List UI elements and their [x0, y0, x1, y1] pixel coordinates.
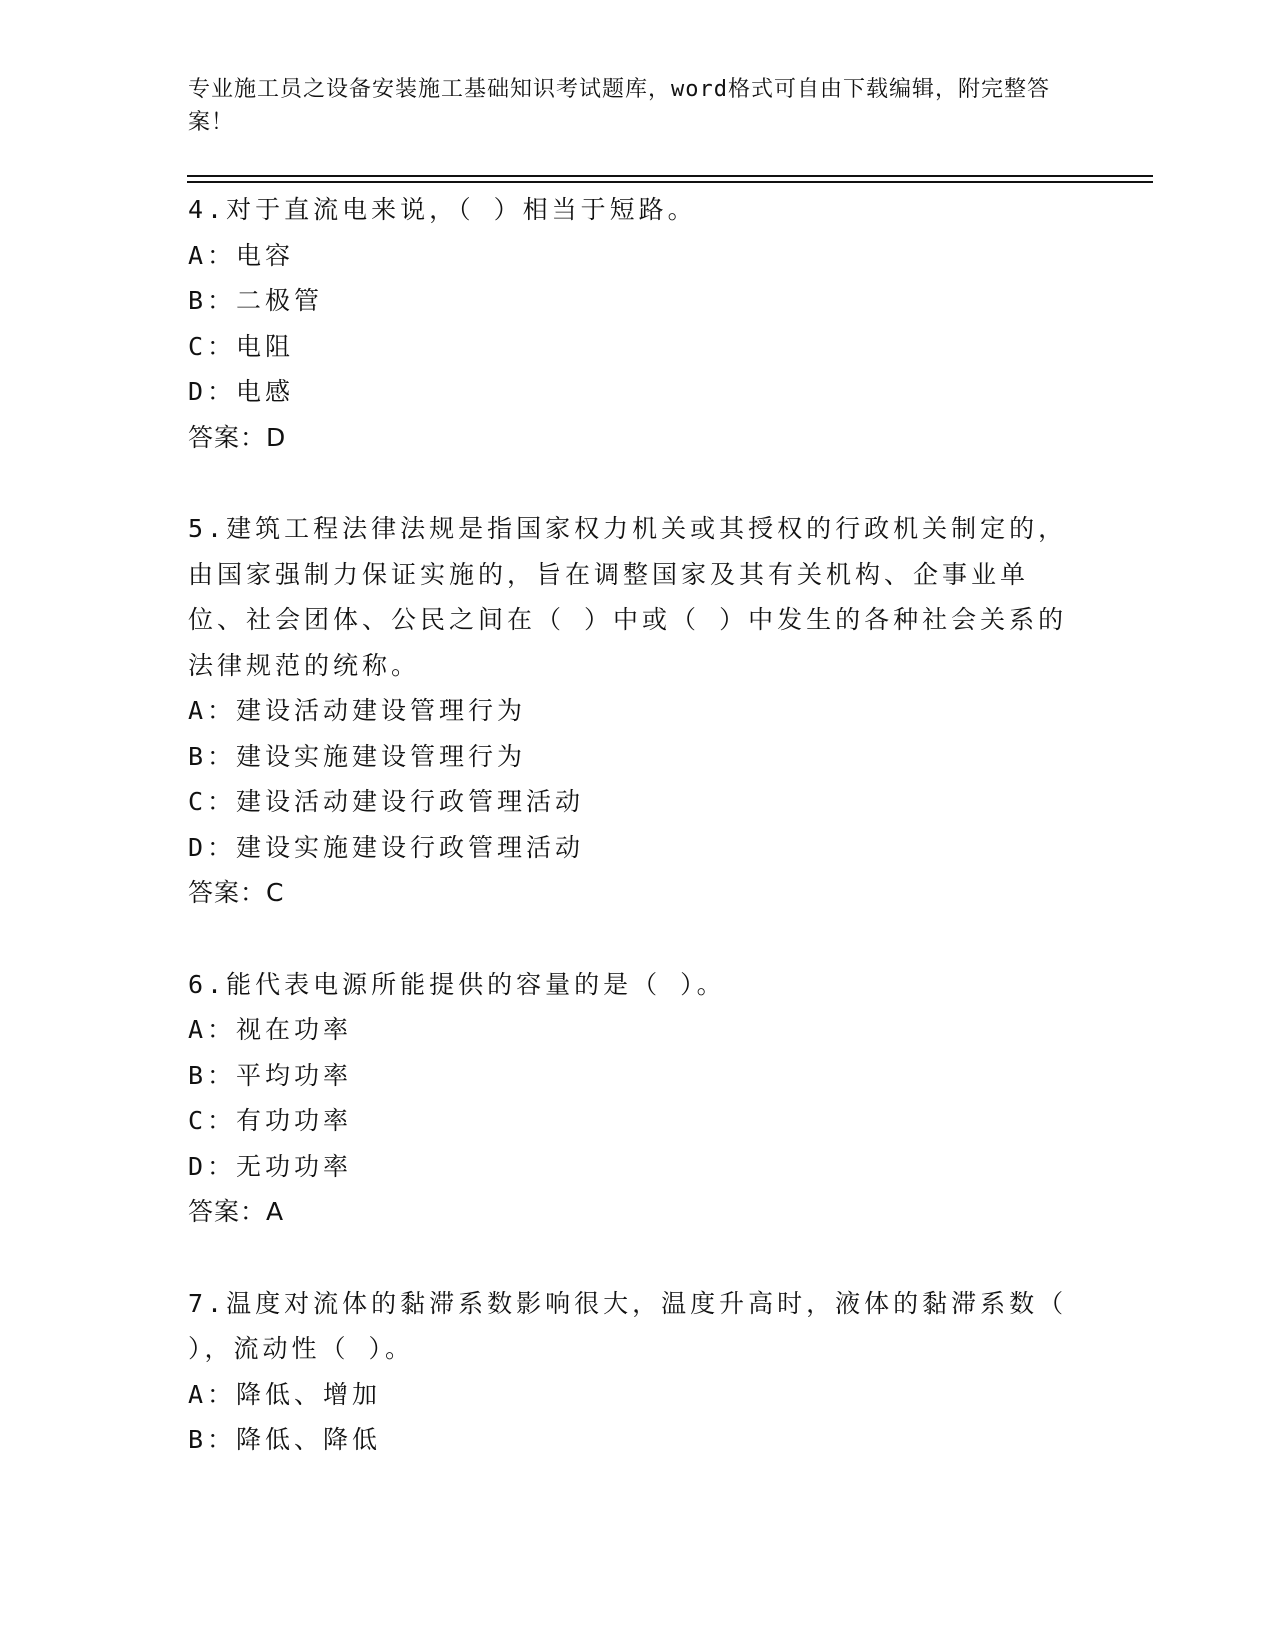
option-a: A：建设活动建设管理行为: [188, 696, 527, 725]
question-stem: 7.温度对流体的黏滞系数影响很大，温度升高时，液体的黏滞系数（ ），流动性（ ）。: [188, 1288, 1068, 1363]
question-list: [188, 187, 1088, 1463]
question-block: [188, 187, 1088, 460]
answer-line: 答案：C: [188, 878, 285, 907]
header-divider-top: [187, 175, 1153, 177]
answer-line: 答案：A: [188, 1197, 285, 1226]
question-stem: 4.对于直流电来说，（ ）相当于短路。: [188, 195, 697, 224]
option-b: B：建设实施建设管理行为: [188, 741, 527, 771]
option-d: D：电感: [188, 377, 295, 406]
option-a: A：视在功率: [188, 1015, 353, 1044]
question-spacer: [188, 1235, 1088, 1281]
question-spacer: [188, 916, 1088, 962]
option-d: D：无功功率: [188, 1151, 353, 1181]
option-a: A：降低、增加: [188, 1379, 382, 1409]
option-c: C：建设活动建设行政管理活动: [188, 787, 585, 816]
option-b: B：平均功率: [188, 1060, 353, 1090]
question-block: [188, 962, 1088, 1235]
option-c: C：电阻: [188, 331, 295, 361]
question-block: [188, 1281, 1088, 1463]
document-header: 专业施工员之设备安装施工基础知识考试题库，word格式可自由下载编辑，附完整答案！: [188, 77, 1050, 135]
question-spacer: [188, 460, 1088, 506]
question-stem: 5.建筑工程法律法规是指国家权力机关或其授权的行政机关制定的，由国家强制力保证实施的，旨在调整国家及其有关机构、企事业单位、社会团体、公民之间在（ ）中或（ ）中发生的各种社会关系的法律规范的统称。: [188, 514, 1068, 680]
option-b: B：二极管: [188, 286, 324, 315]
option-d: D：建设实施建设行政管理活动: [188, 832, 585, 862]
answer-line: 答案：D: [188, 422, 287, 452]
option-b: B：降低、降低: [188, 1425, 382, 1454]
question-block: [188, 506, 1088, 916]
question-stem: 6.能代表电源所能提供的容量的是（ ）。: [188, 969, 726, 999]
header-divider-bottom: [187, 181, 1153, 183]
option-c: C：有功功率: [188, 1106, 353, 1135]
option-a: A：电容: [188, 240, 295, 270]
